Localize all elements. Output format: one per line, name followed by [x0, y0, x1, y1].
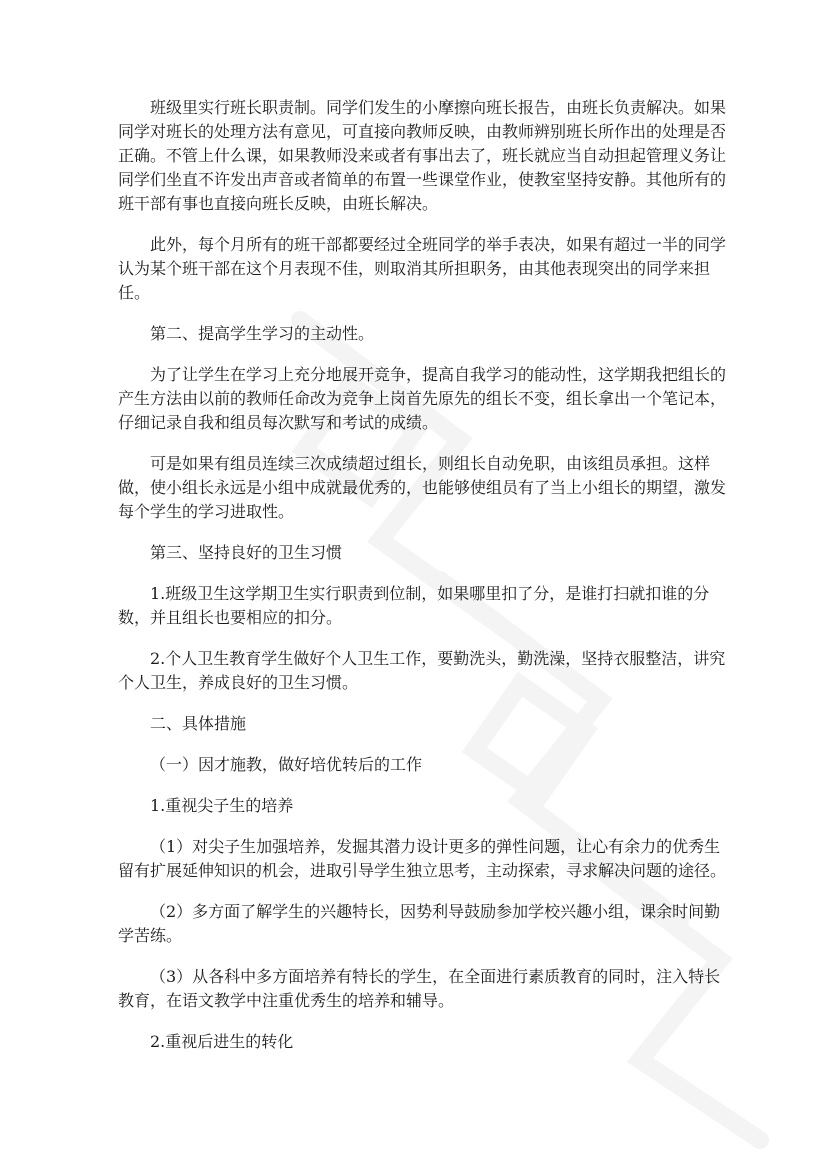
paragraph-monthly-vote: 此外，每个月所有的班干部都要经过全班同学的举手表决，如果有超过一半的同学认为某个班干部在这个月表现不佳，则取消其所担职务，由其他表现突出的同学来担任。	[118, 235, 727, 302]
paragraph-class-hygiene: 1.班级卫生这学期卫生实行职责到位制，如果哪里扣了分，是谁打扫就扣谁的分数，并且组长也要相应的扣分。	[118, 584, 710, 627]
heading-teach-by-ability: （一）因才施教，做好培优转后的工作	[150, 755, 423, 774]
heading-top-students: 1.重视尖子生的培养	[150, 796, 294, 815]
heading-specific-measures: 二、具体措施	[150, 714, 247, 733]
document-body	[118, 96, 728, 1071]
paragraph-group-leader-competition: 为了让学生在学习上充分地展开竞争，提高自我学习的能动性，这学期我把组长的产生方法由以前的教师任命改为竞争上岗首先原先的组长不变，组长拿出一个笔记本，仔细记录自我和组员每次默写和考试的成绩。	[118, 365, 727, 432]
paragraph-group-leader-replacement: 可是如果有组员连续三次成绩超过组长，则组长自动免职，由该组员承担。这样做，使小组长永远是小组中成就最优秀的，也能够使组员有了当上小组长的期望，激发每个学生的学习进取性。	[118, 454, 727, 521]
paragraph-personal-hygiene: 2.个人卫生教育学生做好个人卫生工作，要勤洗头，勤洗澡，坚持衣服整洁，讲究个人卫生，养成良好的卫生习惯。	[118, 649, 726, 692]
heading-third-hygiene: 第三、坚持良好的卫生习惯	[150, 543, 343, 562]
paragraph-top-students-3: （3）从各科中多方面培养有特长的学生，在全面进行素质教育的同时，注入特长教育，在语文教学中注重优秀生的培养和辅导。	[118, 967, 721, 1010]
paragraph-class-monitor-duty: 班级里实行班长职责制。同学们发生的小摩擦向班长报告，由班长负责解决。如果同学对班长的处理方法有意见，可直接向教师反映，由教师辨别班长所作出的处理是否正确。不管上什么课，如果教师没来或者有事出去了，班长就应当自动担起管理义务让同学们坐直不许发出声音或者简单的布置一些课堂作业，使教室坚持安静。其他所有的班干部有事也直接向班长反映，由班长解决。	[118, 98, 727, 213]
paragraph-top-students-2: （2）多方面了解学生的兴趣特长，因势利导鼓励参加学校兴趣小组，课余时间勤学苦练。	[118, 902, 721, 945]
paragraph-top-students-1: （1）对尖子生加强培养，发掘其潜力设计更多的弹性问题，让心有余力的优秀生留有扩展延伸知识的机会，进取引导学生独立思考，主动探索，寻求解决问题的途径。	[118, 837, 727, 880]
heading-underachievers: 2.重视后进生的转化	[150, 1032, 294, 1051]
heading-second-initiative: 第二、提高学生学习的主动性。	[150, 324, 375, 343]
